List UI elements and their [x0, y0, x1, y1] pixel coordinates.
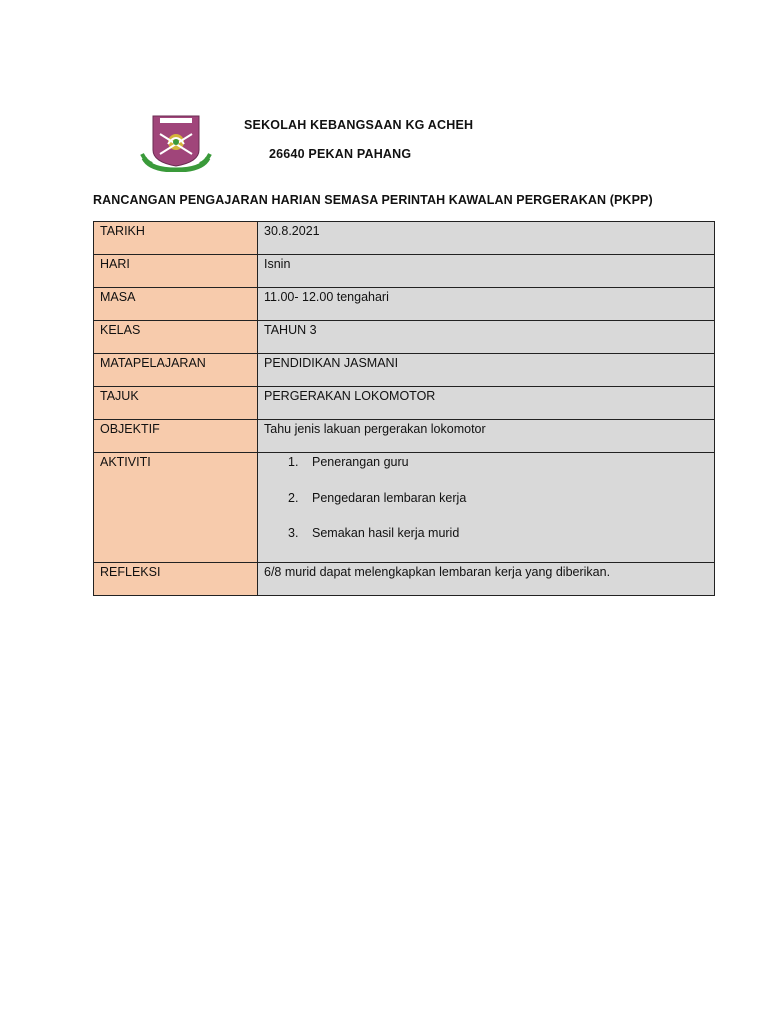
- row-value-tarikh: 30.8.2021: [258, 222, 715, 255]
- row-label-masa: MASA: [94, 288, 258, 321]
- table-row: [94, 354, 715, 387]
- row-label-hari: HARI: [94, 255, 258, 288]
- school-address: 26640 PEKAN PAHANG: [269, 147, 412, 161]
- row-value-masa: 11.00- 12.00 tengahari: [258, 288, 715, 321]
- row-label-aktiviti: AKTIVITI: [94, 453, 258, 563]
- row-label-tajuk: TAJUK: [94, 387, 258, 420]
- row-value-hari: Isnin: [258, 255, 715, 288]
- row-value-kelas: TAHUN 3: [258, 321, 715, 354]
- table-row: [94, 420, 715, 453]
- row-label-tarikh: TARIKH: [94, 222, 258, 255]
- row-value-refleksi: 6/8 murid dapat melengkapkan lembaran kerja yang diberikan.: [258, 562, 715, 595]
- row-value-objektif: Tahu jenis lakuan pergerakan lokomotor: [258, 420, 715, 453]
- lesson-plan-table: [93, 221, 715, 596]
- list-item: Penerangan guru: [312, 455, 409, 469]
- table-row: [94, 222, 715, 255]
- table-row: [94, 453, 715, 563]
- row-label-refleksi: REFLEKSI: [94, 562, 258, 595]
- activity-list: [264, 455, 708, 562]
- table-row: [94, 387, 715, 420]
- row-label-kelas: KELAS: [94, 321, 258, 354]
- table-row: [94, 288, 715, 321]
- row-label-matapelajaran: MATAPELAJARAN: [94, 354, 258, 387]
- row-label-objektif: OBJEKTIF: [94, 420, 258, 453]
- table-row: [94, 255, 715, 288]
- school-name: SEKOLAH KEBANGSAAN KG ACHEH: [244, 118, 474, 132]
- list-item: Pengedaran lembaran kerja: [312, 490, 467, 505]
- list-item: Semakan hasil kerja murid: [312, 526, 460, 540]
- table-row: [94, 562, 715, 595]
- row-value-tajuk: PERGERAKAN LOKOMOTOR: [258, 387, 715, 420]
- row-value-matapelajaran: PENDIDIKAN JASMANI: [258, 354, 715, 387]
- document-title: RANCANGAN PENGAJARAN HARIAN SEMASA PERINTAH KAWALAN PERGERAKAN (PKPP): [93, 193, 653, 207]
- school-crest-icon: [140, 114, 212, 172]
- row-value-aktiviti: [258, 453, 715, 563]
- table-row: [94, 321, 715, 354]
